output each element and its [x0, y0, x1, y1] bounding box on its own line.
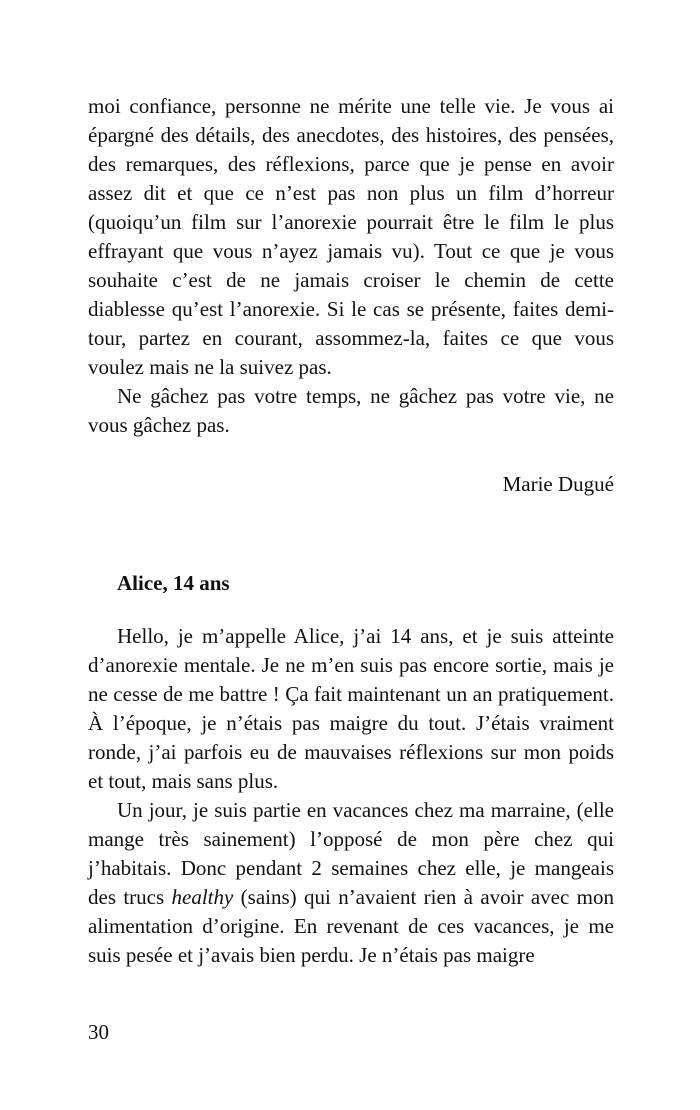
paragraph-closing: Ne gâchez pas votre temps, ne gâchez pas votre vie, ne vous gâchez pas.: [88, 384, 614, 437]
page-body: [88, 92, 614, 970]
page-number: 30: [88, 1020, 109, 1044]
paragraph-vacation: [88, 796, 614, 970]
paragraph-vacation-start: Un jour, je suis partie en vacances chez ma marraine, (elle mange très sainement) l’opposé de mon père chez qui j’habitais. Donc pendant 2 semaines chez elle, je mangeais des trucs: [88, 798, 614, 909]
paragraph-vacation-end: (sains) qui n’avaient rien à avoir avec mon alimentation d’origine. En revenant de ces vacances, je me suis pesée et j’avais bien perdu. Je n’étais pas maigre: [88, 885, 614, 967]
author-signature: Marie Dugué: [502, 472, 614, 496]
paragraph-intro: Hello, je m’appelle Alice, j’ai 14 ans, et je suis atteinte d’anorexie mentale. Je ne m’en suis pas encore sortie, mais je ne cesse de me battre ! Ça fait maintenant un an pratiquement. À l’époque, je n’étais pas maigre du tout. J’étais vraiment ronde, j’ai parfois eu de mauvaises réflexions sur mon poids et tout, mais sans plus.: [88, 624, 614, 793]
italic-term: healthy: [171, 885, 234, 909]
section-heading: Alice, 14 ans: [117, 571, 230, 595]
paragraph-continued: moi confiance, personne ne mérite une telle vie. Je vous ai épargné des détails, des anecdotes, des histoires, des pensées, des remarques, des réflexions, parce que je pense en avoir assez dit et que ce n’est pas non plus un film d’horreur (quoiqu’un film sur l’anorexie pourrait être le film le plus effrayant que vous n’ayez jamais vu). Tout ce que je vous souhaite c’est de ne jamais croiser le chemin de cette diablesse qu’est l’anorexie. Si le cas se présente, faites demi-tour, partez en courant, assommez-la, faites ce que vous voulez mais ne la suivez pas.: [88, 94, 614, 379]
section-body: [88, 622, 614, 970]
